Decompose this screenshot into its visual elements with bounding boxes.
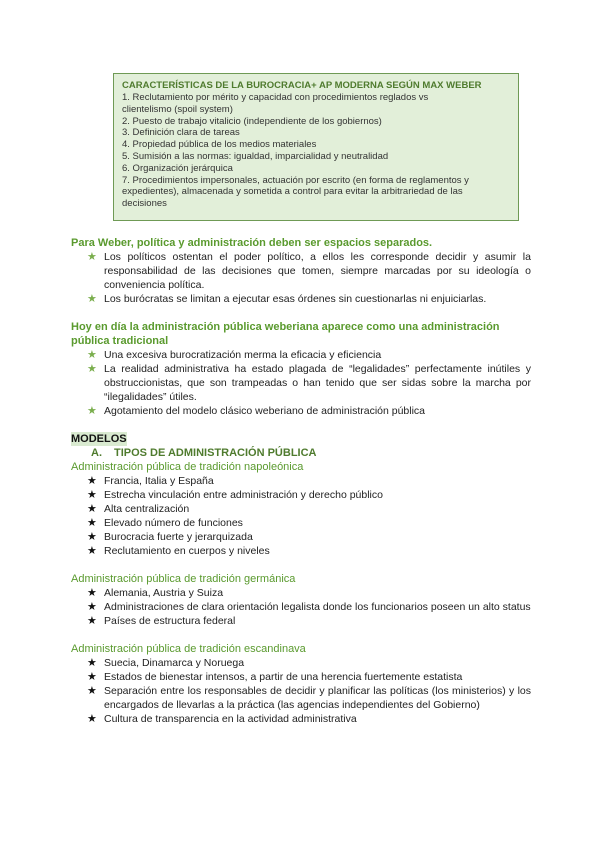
section-heading-tipos [71, 446, 531, 460]
star-bullet-icon: ★ [87, 587, 97, 599]
star-bullet-icon: ★ [87, 671, 97, 683]
list-item: ★ Burocracia fuerte y jerarquizada [87, 531, 253, 543]
weber-heading: Para Weber, política y administración deben ser espacios separados. [71, 237, 433, 249]
star-bullet-icon: ★ [87, 517, 97, 529]
star-bullet-icon: ★ [87, 489, 97, 501]
list-item: ★ Suecia, Dinamarca y Noruega [87, 657, 245, 669]
weber-characteristics-box [113, 73, 519, 221]
list-item: ★ Países de estructura federal [87, 615, 236, 627]
list-item: ★ La realidad administrativa ha estado plagada de “legalidades” perfectamente inútiles y obstruccionistas, que son trampeadas o han tenido que ser sidas sobre la marcha por “ilegalidades” útiles. [87, 363, 531, 403]
star-bullet-icon: ★ [87, 251, 97, 263]
document-body [71, 236, 531, 726]
section-letter: A. [91, 447, 102, 459]
star-bullet-icon: ★ [87, 545, 97, 557]
box-title: CARACTERÍSTICAS DE LA BUROCRACIA+ AP MODERNA SEGÚN MAX WEBER [122, 80, 482, 91]
box-line: clientelismo (spoil system) [122, 103, 233, 115]
escandinava-list [71, 656, 531, 726]
germanica-list [71, 586, 531, 628]
hoy-heading: Hoy en día la administración pública weberiana aparece como una administración pública tradicional [71, 321, 500, 347]
star-bullet-icon: ★ [87, 475, 97, 487]
box-line: decisiones [122, 198, 167, 210]
list-item: ★ Separación entre los responsables de decidir y planificar las políticas (los ministerios) y los encargados de llevarlas a la práctica (las agencias independientes del Gobierno) [87, 685, 531, 711]
star-bullet-icon: ★ [87, 657, 97, 669]
napoleonica-list [71, 474, 531, 558]
list-item: ★ Reclutamiento en cuerpos y niveles [87, 545, 270, 557]
list-item: ★ Elevado número de funciones [87, 517, 243, 529]
box-line: 7. Procedimientos impersonales, actuación por escrito (en forma de reglamentos y [122, 174, 469, 186]
star-bullet-icon: ★ [87, 615, 97, 627]
box-line: 2. Puesto de trabajo vitalicio (independiente de los gobiernos) [122, 115, 382, 127]
list-item: ★ Los políticos ostentan el poder político, a ellos les corresponde decidir y asumir la responsabilidad de las decisiones que tomen, siempre marcadas por su ideología o conveniencia política. [87, 251, 531, 291]
list-item: ★ Alemania, Austria y Suiza [87, 587, 224, 599]
star-bullet-icon: ★ [87, 503, 97, 515]
box-line: 1. Reclutamiento por mérito y capacidad con procedimientos reglados vs [122, 92, 429, 103]
star-bullet-icon: ★ [87, 713, 97, 725]
section-title: TIPOS DE ADMINISTRACIÓN PÚBLICA [114, 447, 317, 459]
list-item: ★ Cultura de transparencia en la actividad administrativa [87, 713, 357, 725]
group-title-escandinava: Administración pública de tradición escandinava [71, 643, 306, 655]
weber-list [71, 250, 531, 306]
list-item: ★ Estrecha vinculación entre administración y derecho público [87, 489, 383, 501]
box-line: 4. Propiedad pública de los medios materiales [122, 139, 317, 151]
star-bullet-icon: ★ [87, 685, 97, 697]
list-item: ★ Alta centralización [87, 503, 190, 515]
box-line: 6. Organización jerárquica [122, 162, 233, 174]
star-bullet-icon: ★ [87, 531, 97, 543]
star-bullet-icon: ★ [87, 405, 97, 417]
modelos-heading: MODELOS [71, 433, 127, 445]
list-item: ★ Francia, Italia y España [87, 475, 214, 487]
box-line: 3. Definición clara de tareas [122, 127, 240, 139]
star-bullet-icon: ★ [87, 293, 97, 305]
group-title-germanica: Administración pública de tradición germánica [71, 573, 296, 585]
list-item: ★ Estados de bienestar intensos, a partir de una herencia fuertemente estatista [87, 671, 463, 683]
hoy-list [71, 348, 531, 418]
list-item: ★ Agotamiento del modelo clásico weberiano de administración pública [87, 405, 426, 417]
list-item: ★ Administraciones de clara orientación legalista donde los funcionarios poseen un alto status [87, 601, 531, 613]
box-line: 5. Sumisión a las normas: igualdad, imparcialidad y neutralidad [122, 150, 389, 162]
star-bullet-icon: ★ [87, 349, 97, 361]
group-title-napoleonica: Administración pública de tradición napoleónica [71, 461, 304, 473]
box-line: expedientes), almacenada y sometida a control para evitar la arbitrariedad de las [122, 186, 463, 198]
list-item: ★ Una excesiva burocratización merma la eficacia y eficiencia [87, 349, 382, 361]
star-bullet-icon: ★ [87, 363, 97, 375]
star-bullet-icon: ★ [87, 601, 97, 613]
list-item: ★ Los burócratas se limitan a ejecutar esas órdenes sin cuestionarlas ni enjuiciarlas. [87, 293, 487, 305]
